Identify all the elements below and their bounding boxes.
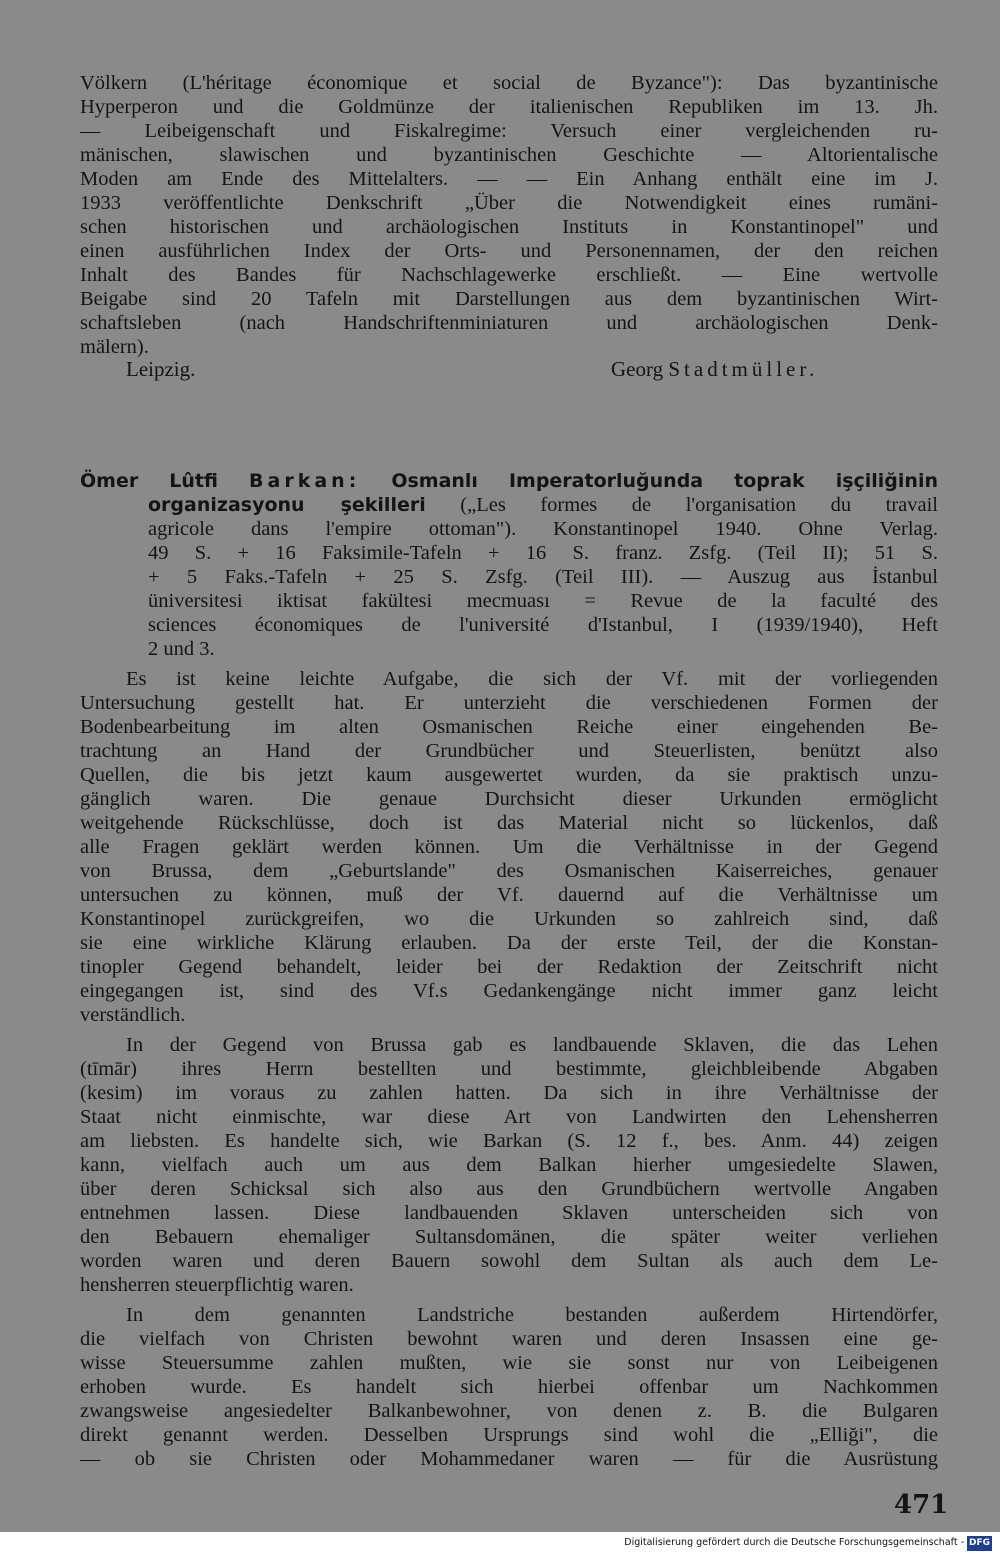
review-bib-line: + 5 Faks.-Tafeln + 25 S. Zsfg. (Teil III). — Auszug aus İstanbul [148, 566, 938, 588]
text-line: zwangsweise angesiedelter Balkanbewohner, von denen z. B. die Bulgaren [80, 1400, 938, 1422]
text-line: Staat nicht einmischte, war diese Art von Landwirten den Lehensherren [80, 1106, 938, 1128]
text-line: Konstantinopel zurückgreifen, wo die Urkunden so zahlreich sind, daß [80, 908, 938, 930]
text-line: den Bebauern ehemaliger Sultansdomänen, die später weiter verliehen [80, 1226, 938, 1248]
text-line: tinopler Gegend behandelt, leider bei der Redaktion der Zeitschrift nicht [80, 956, 938, 978]
review-title-part2: organizasyonu şekilleri [148, 494, 426, 516]
text-line: wisse Steuersumme zahlen mußten, wie sie sonst nur von Leibeigenen [80, 1352, 938, 1374]
review-heading-line2 [148, 494, 938, 518]
text-line: erhoben wurde. Es handelt sich hierbei offenbar um Nachkommen [80, 1376, 938, 1398]
text-line: hensherren steuerpflichtig waren. [80, 1274, 354, 1296]
text-line: trachtung an Hand der Grundbücher und Steuerlisten, benützt also [80, 740, 938, 762]
text-line: über deren Schicksal sich also aus den Grundbüchern wertvolle Angaben [80, 1178, 938, 1200]
review-title-translation: („Les formes de l'organisation du travail [460, 494, 938, 516]
review-author-first: Ömer Lûtfi [80, 470, 219, 492]
review-title-part1: Osmanlı Imperatorluğunda toprak işçiliğinin [391, 470, 938, 492]
text-line: alle Fragen geklärt werden können. Um die Verhältnisse in der Gegend [80, 836, 938, 858]
text-line: Beigabe sind 20 Tafeln mit Darstellungen aus dem byzantinischen Wirt- [80, 288, 938, 310]
text-line: Bodenbearbeitung im alten Osmanischen Reiche einer eingehenden Be- [80, 716, 938, 738]
text-line: mänischen, slawischen und byzantinischen Geschichte — Altorientalische [80, 144, 938, 166]
text-line: untersuchen zu können, muß der Vf. dauernd auf die Verhältnisse um [80, 884, 938, 906]
review-bib-line: sciences économiques de l'université d'Istanbul, I (1939/1940), Heft [148, 614, 938, 636]
text-line: In der Gegend von Brussa gab es landbauende Sklaven, die das Lehen [126, 1034, 938, 1056]
text-line: Hyperperon und die Goldmünze der italienischen Republiken im 13. Jh. [80, 96, 938, 118]
text-line: sie eine wirkliche Klärung erlauben. Da der erste Teil, der die Konstan- [80, 932, 938, 954]
text-line: Völkern (L'héritage économique et social de Byzance"): Das byzantinische [80, 72, 938, 94]
text-line: (tīmār) ihres Herrn bestellten und bestimmte, gleichbleibende Abgaben [80, 1058, 938, 1080]
text-line: mälern). [80, 336, 149, 358]
signature-place: Leipzig. [126, 357, 196, 381]
text-line: Untersuchung gestellt hat. Er unterzieht die verschiedenen Formen der [80, 692, 938, 714]
review-author-last: Barkan: [249, 470, 361, 492]
text-line: Inhalt des Bandes für Nachschlagewerke erschließt. — Eine wertvolle [80, 264, 938, 286]
review-bib-line: 2 und 3. [148, 638, 215, 660]
text-line: weitgehende Rückschlüsse, doch ist das Material nicht so lückenlos, daß [80, 812, 938, 834]
text-line: die vielfach von Christen bewohnt waren und deren Insassen eine ge- [80, 1328, 938, 1350]
signature-author [611, 357, 818, 382]
text-line: schaftsleben (nach Handschriftenminiaturen und archäologischen Denk- [80, 312, 938, 334]
signature-last-name: Stadtmüller. [668, 357, 819, 381]
signature-first-name: Georg [611, 357, 664, 381]
review-bib-line: 49 S. + 16 Faksimile-Tafeln + 16 S. franz. Zsfg. (Teil II); 51 S. [148, 542, 938, 564]
text-line: schen historischen und archäologischen Instituts in Konstantinopel" und [80, 216, 938, 238]
text-line: entnehmen lassen. Diese landbauenden Sklaven unterscheiden sich von [80, 1202, 938, 1224]
text-line: direkt genannt werden. Desselben Ursprungs sind wohl die „Elliği", die [80, 1424, 938, 1446]
page-number: 471 [894, 1490, 949, 1520]
text-line: (kesim) im voraus zu zahlen hatten. Da sich in ihre Verhältnisse der [80, 1082, 938, 1104]
review-heading-line1 [80, 470, 938, 494]
dfg-logo-icon: DFG [967, 1536, 992, 1551]
review-bib-line: agricole dans l'empire ottoman"). Konstantinopel 1940. Ohne Verlag. [148, 518, 938, 540]
text-line: verständlich. [80, 1004, 186, 1026]
text-line: — Leibeigenschaft und Fiskalregime: Versuch einer vergleichenden ru- [80, 120, 938, 142]
text-line: — ob sie Christen oder Mohammedaner waren — für die Ausrüstung [80, 1448, 938, 1470]
text-line: In dem genannten Landstriche bestanden außerdem Hirtendörfer, [126, 1304, 938, 1326]
text-line: kann, vielfach auch um aus dem Balkan hierher umgesiedelte Slawen, [80, 1154, 938, 1176]
text-line: einen ausführlichen Index der Orts- und Personennamen, der den reichen [80, 240, 938, 262]
text-line: Moden am Ende des Mittelalters. — — Ein Anhang enthält eine im J. [80, 168, 938, 190]
review-bib-line: üniversitesi iktisat fakültesi mecmuası = Revue de la faculté des [148, 590, 938, 612]
text-line: Quellen, die bis jetzt kaum ausgewertet wurden, da sie praktisch unzu- [80, 764, 938, 786]
text-line: am liebsten. Es handelte sich, wie Barkan (S. 12 f., bes. Anm. 44) zeigen [80, 1130, 938, 1152]
footer-credit: Digitalisierung gefördert durch die Deutsche Forschungsgemeinschaft - [624, 1537, 964, 1548]
text-line: gänglich waren. Die genaue Durchsicht dieser Urkunden ermöglicht [80, 788, 938, 810]
text-line: eingegangen ist, sind des Vf.s Gedankengänge nicht immer ganz leicht [80, 980, 938, 1002]
text-line: Es ist keine leichte Aufgabe, die sich der Vf. mit der vorliegenden [126, 668, 938, 690]
text-line: worden waren und deren Bauern sowohl dem Sultan als auch dem Le- [80, 1250, 938, 1272]
text-line: von Brussa, dem „Geburtslande" des Osmanischen Kaiserreiches, genauer [80, 860, 938, 882]
text-line: 1933 veröffentlichte Denkschrift „Über die Notwendigkeit eines rumäni- [80, 192, 938, 214]
digitization-footer [0, 1532, 1000, 1557]
